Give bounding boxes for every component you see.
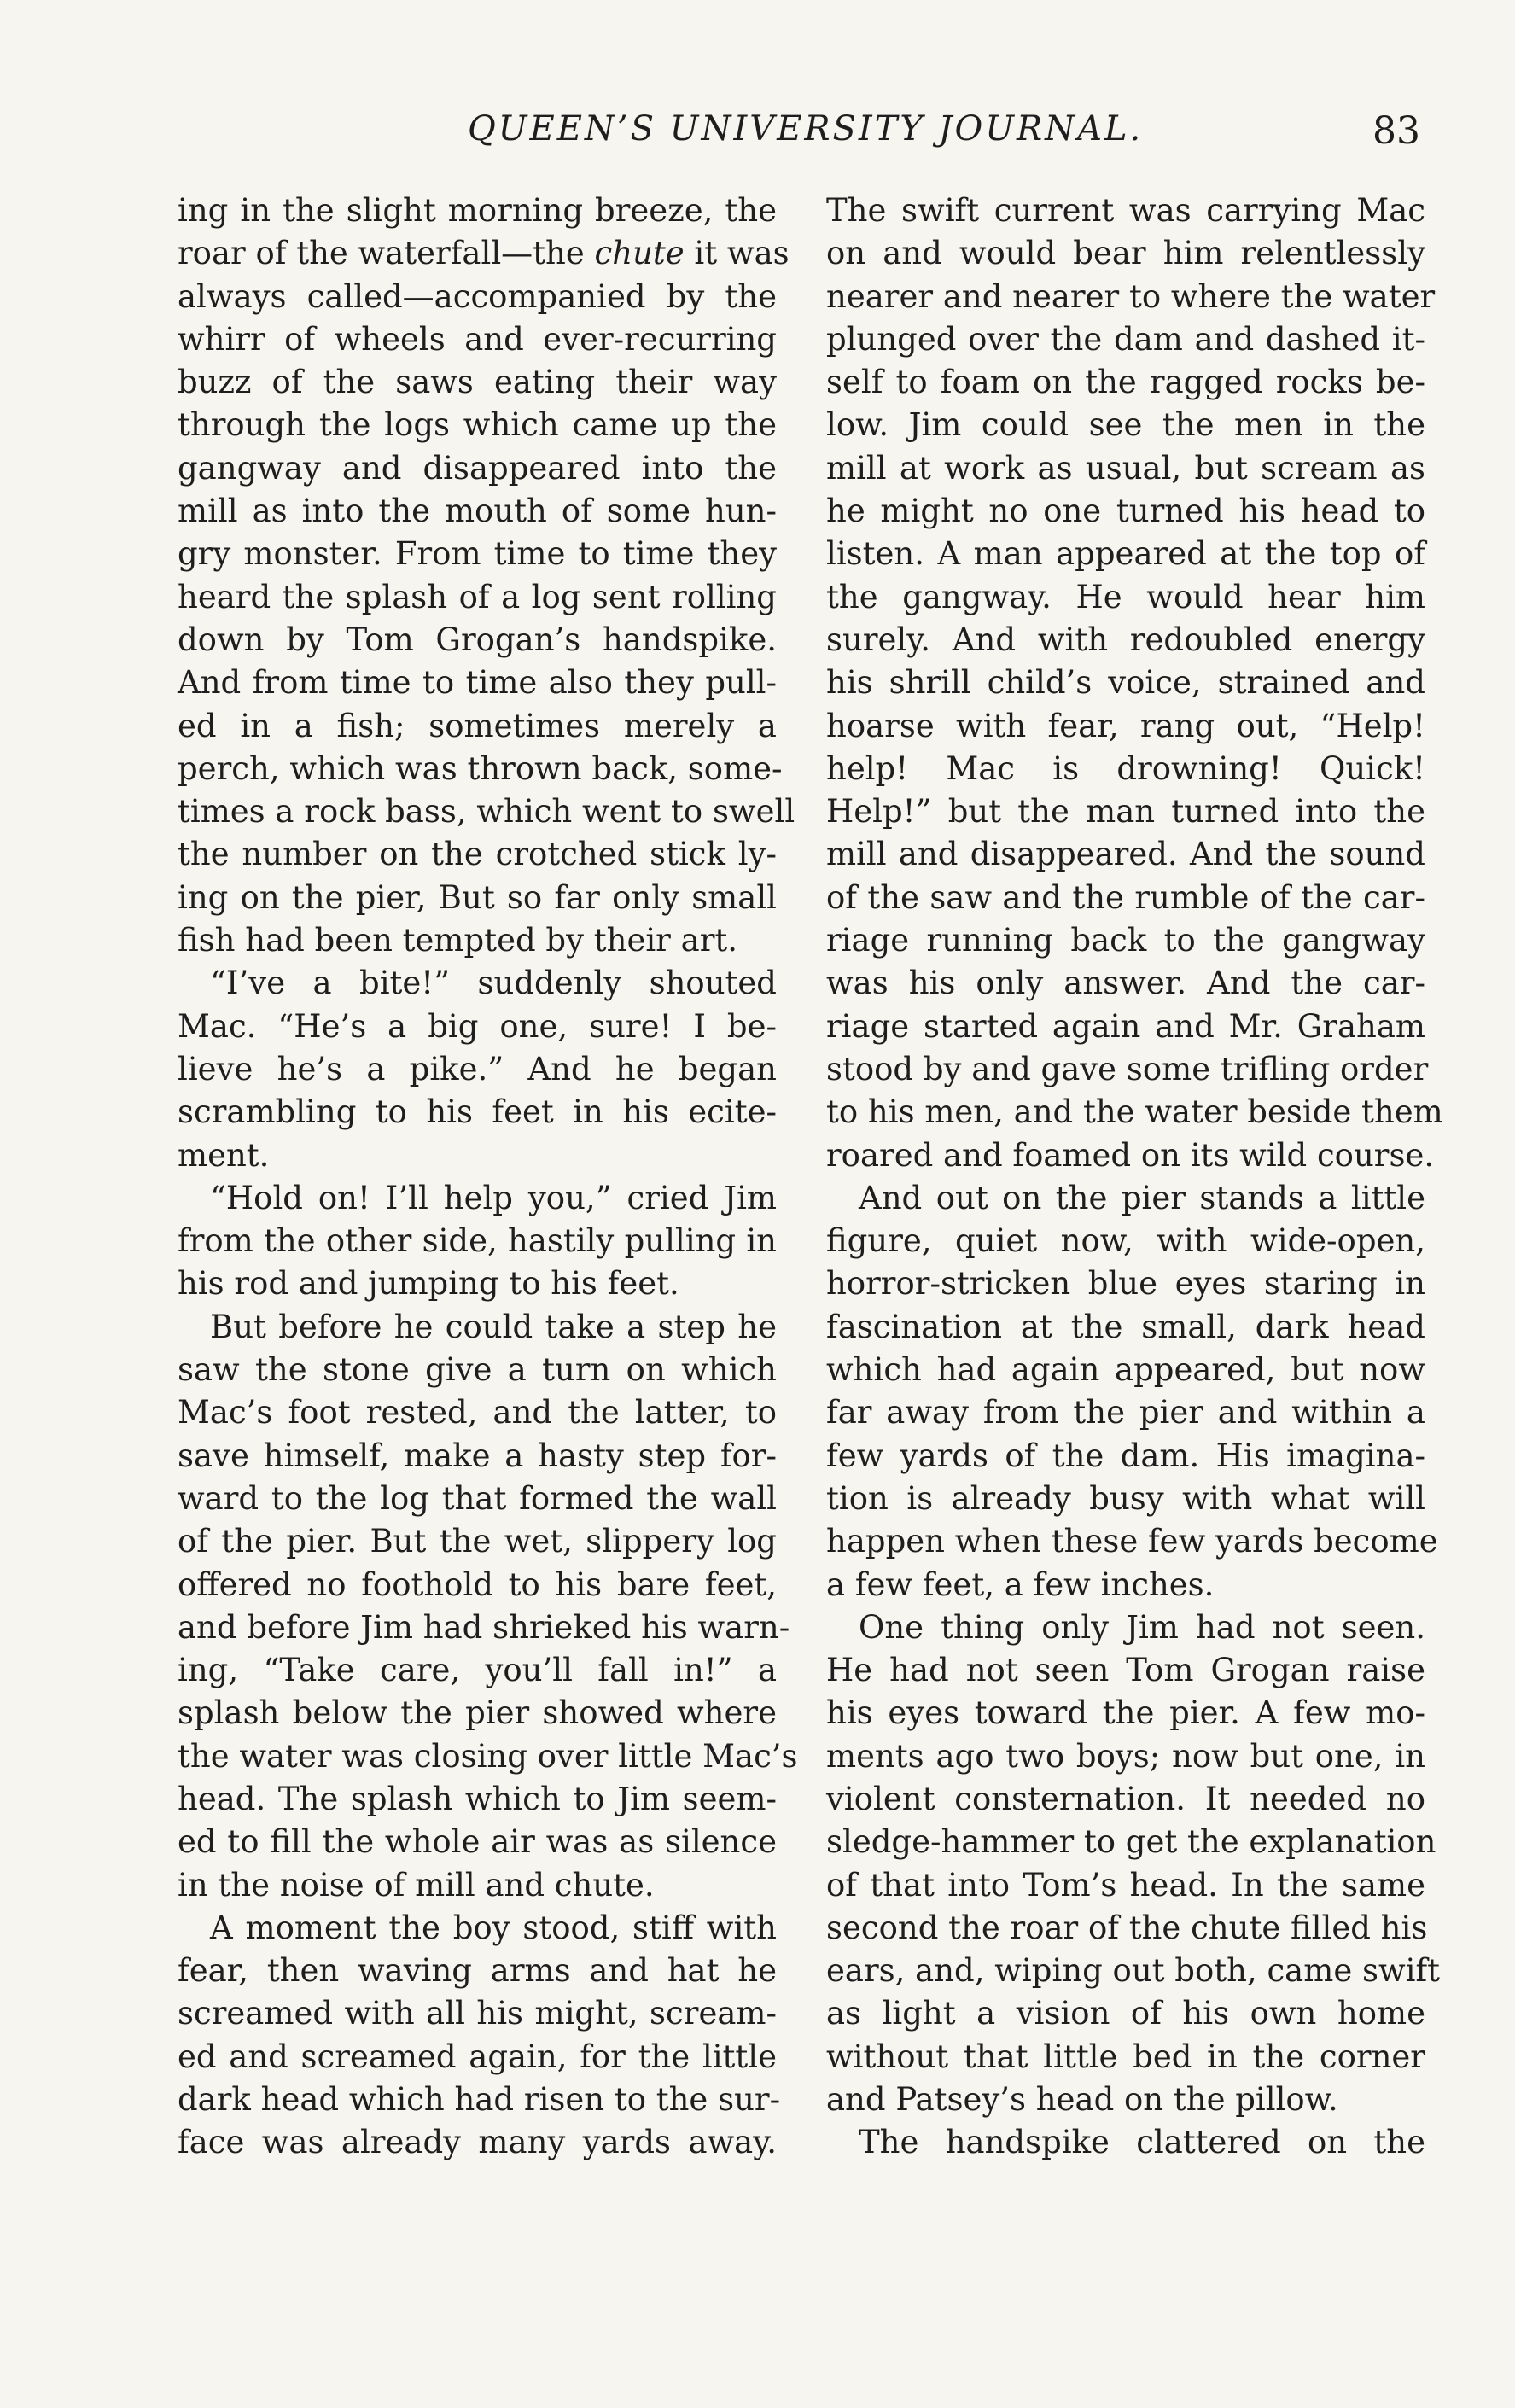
text-line: without that little bed in the corner	[826, 2038, 1425, 2075]
text-line: sledge-hammer to get the explanation	[826, 1823, 1436, 1861]
text-line: splash below the pier showed where	[178, 1694, 777, 1732]
text-line: gangway and disappeared into the	[178, 449, 777, 487]
text-line: ing in the slight morning breeze, the	[178, 192, 777, 229]
text-line: ed and screamed again, for the little	[178, 2038, 777, 2075]
text-line: figure, quiet now, with wide-open,	[826, 1222, 1425, 1260]
text-line: ment.	[178, 1136, 270, 1174]
text-line: horror-stricken blue eyes staring in	[826, 1265, 1425, 1303]
text-line: of that into Tom’s head. In the same	[826, 1866, 1425, 1904]
text-line: the gangway. He would hear him	[826, 578, 1425, 615]
text-line: was his only answer. And the car-	[826, 965, 1425, 1002]
text-line: help! Mac is drowning! Quick!	[826, 749, 1425, 787]
text-line: But before he could take a step he	[210, 1308, 777, 1345]
text-line: lieve he’s a pike.” And he began	[178, 1050, 777, 1087]
text-line: fish had been tempted by their art.	[178, 922, 738, 959]
text-line: And from time to time also they pull-	[178, 664, 777, 702]
text-line: violent consternation. It needed no	[826, 1780, 1425, 1817]
text-line: The swift current was carrying Mac	[826, 192, 1425, 229]
italic-word: chute	[594, 235, 685, 272]
text-line: and before Jim had shrieked his warn-	[178, 1608, 790, 1646]
text-line: mill as into the mouth of some hun-	[178, 493, 777, 530]
text-line: he might no one turned his head to	[826, 493, 1425, 530]
text-line: scrambling to his feet in his ecite-	[178, 1093, 777, 1131]
text-line: of the pier. But the wet, slippery log	[178, 1523, 777, 1560]
text-line: gry monster. From time to time they	[178, 535, 777, 573]
text-line: ing on the pier, But so far only small	[178, 878, 777, 916]
text-line: of the saw and the rumble of the car-	[826, 878, 1425, 916]
text-line: ed to fill the whole air was as silence	[178, 1823, 777, 1861]
page-number: 83	[1372, 109, 1420, 153]
text-line: heard the splash of a log sent rolling	[178, 578, 777, 615]
text-line: always called—accompanied by the	[178, 277, 777, 315]
text-line: mill at work as usual, but scream as	[826, 449, 1425, 487]
text-line: “I’ve a bite!” suddenly shouted	[210, 965, 777, 1002]
text-line: few yards of the dam. His imagina-	[826, 1437, 1425, 1474]
text-line: the number on the crotched stick ly-	[178, 836, 777, 873]
text-line: surely. And with redoubled energy	[826, 621, 1425, 658]
right-text-column	[826, 189, 1443, 2165]
running-title: QUEEN’S UNIVERSITY JOURNAL.	[468, 109, 1144, 149]
text-line: his shrill child’s voice, strained and	[826, 664, 1425, 702]
text-line: “Hold on! I’ll help you,” cried Jim	[210, 1179, 777, 1216]
text-line: head. The splash which to Jim seem-	[178, 1780, 777, 1817]
text-line: from the other side, hastily pulling in	[178, 1222, 777, 1260]
text-line: times a rock bass, which went to swell	[178, 793, 795, 831]
text-line: riage running back to the gangway	[826, 922, 1425, 959]
text-line: ears, and, wiping out both, came swift	[826, 1952, 1441, 1990]
text-line: happen when these few yards become	[826, 1523, 1438, 1560]
text-line: his rod and jumping to his feet.	[178, 1265, 679, 1303]
text-line: Mac’s foot rested, and the latter, to	[178, 1394, 777, 1431]
text-line: One thing only Jim had not seen.	[859, 1608, 1425, 1646]
text-line: through the logs which came up the	[178, 406, 777, 444]
text-line: which had again appeared, but now	[826, 1351, 1425, 1389]
text-line: down by Tom Grogan’s handspike.	[178, 621, 777, 658]
text-line: in the noise of mill and chute.	[178, 1866, 655, 1904]
text-line: A moment the boy stood, stiff with	[210, 1909, 777, 1946]
text-line: stood by and gave some trifling order	[826, 1050, 1429, 1087]
text-line: nearer and nearer to where the water	[826, 277, 1436, 315]
text-line: Mac. “He’s a big one, sure! I be-	[178, 1007, 777, 1045]
text-line: and Patsey’s head on the pillow.	[826, 2081, 1338, 2119]
text-line: second the roar of the chute filled his	[826, 1909, 1428, 1946]
text-line: face was already many yards away.	[178, 2124, 777, 2161]
page-header	[0, 109, 1515, 160]
text-line: The handspike clattered on the	[859, 2124, 1425, 2161]
text-line: dark head which had risen to the sur-	[178, 2081, 781, 2119]
text-line: riage started again and Mr. Graham	[826, 1007, 1425, 1045]
text-line: saw the stone give a turn on which	[178, 1351, 777, 1389]
text-line: fear, then waving arms and hat he	[178, 1952, 777, 1990]
text-line: roar of the waterfall—the chute it was	[178, 235, 790, 272]
left-text-column	[178, 189, 798, 2165]
text-line: offered no foothold to his bare feet,	[178, 1565, 777, 1603]
text-line: ing, “Take care, you’ll fall in!” a	[178, 1652, 777, 1689]
text-line: a few feet, a few inches.	[826, 1565, 1215, 1603]
text-line: buzz of the saws eating their way	[178, 364, 777, 401]
text-line: save himself, make a hasty step for-	[178, 1437, 777, 1474]
text-line: Help!” but the man turned into the	[826, 793, 1425, 831]
text-line: ward to the log that formed the wall	[178, 1479, 777, 1517]
text-line: to his men, and the water beside them	[826, 1093, 1443, 1131]
text-line: listen. A man appeared at the top of	[826, 535, 1425, 573]
text-line: He had not seen Tom Grogan raise	[826, 1652, 1425, 1689]
text-line: ed in a fish; sometimes merely a	[178, 707, 777, 744]
text-line: on and would bear him relentlessly	[826, 235, 1425, 272]
text-line: mill and disappeared. And the sound	[826, 836, 1425, 873]
text-line: low. Jim could see the men in the	[826, 406, 1425, 444]
text-line: his eyes toward the pier. A few mo-	[826, 1694, 1425, 1732]
text-line: as light a vision of his own home	[826, 1995, 1425, 2032]
text-line: far away from the pier and within a	[826, 1394, 1425, 1431]
text-line: plunged over the dam and dashed it-	[826, 320, 1425, 358]
text-line: hoarse with fear, rang out, “Help!	[826, 707, 1425, 744]
text-line: roared and foamed on its wild course.	[826, 1136, 1435, 1174]
text-line: screamed with all his might, scream-	[178, 1995, 777, 2032]
text-line: whirr of wheels and ever-recurring	[178, 320, 777, 358]
text-line: And out on the pier stands a little	[859, 1179, 1425, 1216]
text-line: tion is already busy with what will	[826, 1479, 1425, 1517]
text-line: self to foam on the ragged rocks be-	[826, 364, 1425, 401]
text-line: the water was closing over little Mac’s	[178, 1737, 798, 1775]
text-line: ments ago two boys; now but one, in	[826, 1737, 1425, 1775]
text-line: fascination at the small, dark head	[826, 1308, 1425, 1345]
text-line: perch, which was thrown back, some-	[178, 749, 783, 787]
